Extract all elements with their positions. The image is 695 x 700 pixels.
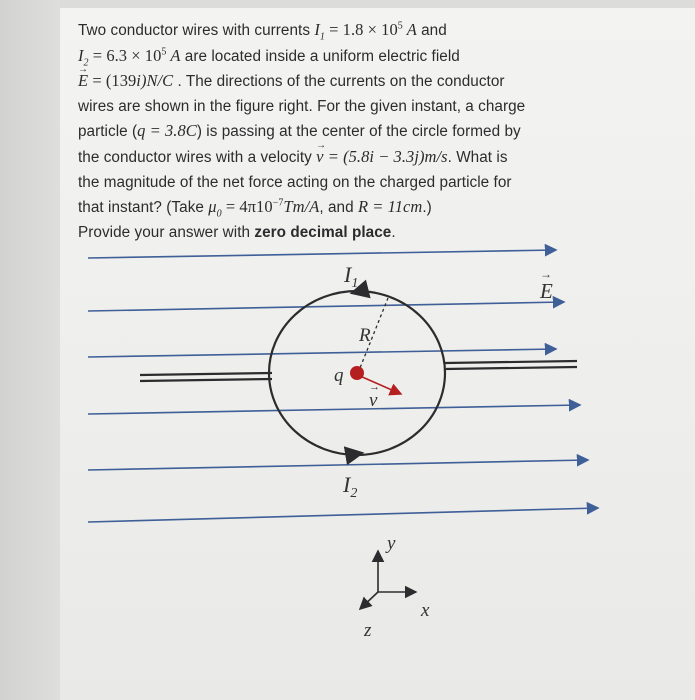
problem-line-6: the conductor wires with a velocity → v = (5.8i − 3.3j)m/s. What is [78, 145, 638, 171]
current-I2: $I_2 = 6.3 \times 10^5$ A [78, 45, 181, 68]
radius-expression: R = 11cm [357, 197, 423, 217]
field-line [88, 349, 556, 357]
right-wire-bottom [445, 367, 577, 369]
right-wire-top [445, 361, 577, 363]
current-I1: $I_1 = 1.8 \times 10^5$ A [314, 20, 417, 43]
z-axis [360, 592, 378, 609]
text: Two conductor wires with currents [78, 22, 315, 39]
charge-particle-icon [350, 366, 364, 380]
label-R: R [359, 325, 371, 346]
coordinate-axes [360, 533, 430, 641]
label-v: v [369, 390, 378, 411]
electric-field-expression: → E = (139i)N/C [78, 71, 173, 90]
left-wire-bottom [140, 379, 272, 381]
problem-line-9: Provide your answer with zero decimal place. [78, 223, 396, 241]
label-E: E [540, 279, 553, 303]
axis-label-z: z [364, 620, 372, 641]
velocity-arrow-icon [360, 376, 401, 394]
problem-line-4: wires are shown in the figure right. For the given instant, a charge [78, 97, 526, 115]
left-wire-top [140, 373, 272, 375]
zero-decimal-emphasis: zero decimal place [254, 223, 392, 241]
field-line [88, 405, 580, 414]
charge-expression: q = 3.8C [137, 121, 197, 141]
problem-line-8: that instant? (Take $\mu_0 = 4\pi 10^{-7}Tm/A$, and R = 11cm.) [78, 197, 432, 220]
problem-line-1: Two conductor wires with currents $I_1 = 1.8 \times 10^5$ A and [78, 20, 447, 43]
problem-line-2: $I_2 = 6.3 \times 10^5$ A are located inside a uniform electric field [78, 45, 460, 68]
label-E-arrow: → [540, 267, 552, 281]
axis-label-y: y [387, 533, 396, 554]
label-v-arrow: → [369, 381, 380, 393]
field-line [88, 250, 556, 258]
label-I2: $I_2$ [343, 472, 358, 501]
label-I1: $I_1$ [344, 262, 359, 291]
problem-line-7: the magnitude of the net force acting on the charged particle for [78, 173, 512, 191]
field-line [88, 460, 588, 470]
problem-line-5: particle (q = 3.8C) is passing at the center of the circle formed by [78, 121, 521, 141]
mu0-expression: $\mu_0 = 4\pi 10^{-7}Tm/A$ [208, 197, 320, 220]
problem-line-3: → E = (139i)N/C . The directions of the currents on the conductor [78, 69, 638, 95]
velocity-expression: → v = (5.8i − 3.3j)m/s [316, 147, 447, 166]
axis-label-x: x [421, 600, 430, 621]
field-line [88, 508, 598, 522]
field-line [88, 302, 564, 311]
label-q: q [334, 365, 344, 386]
